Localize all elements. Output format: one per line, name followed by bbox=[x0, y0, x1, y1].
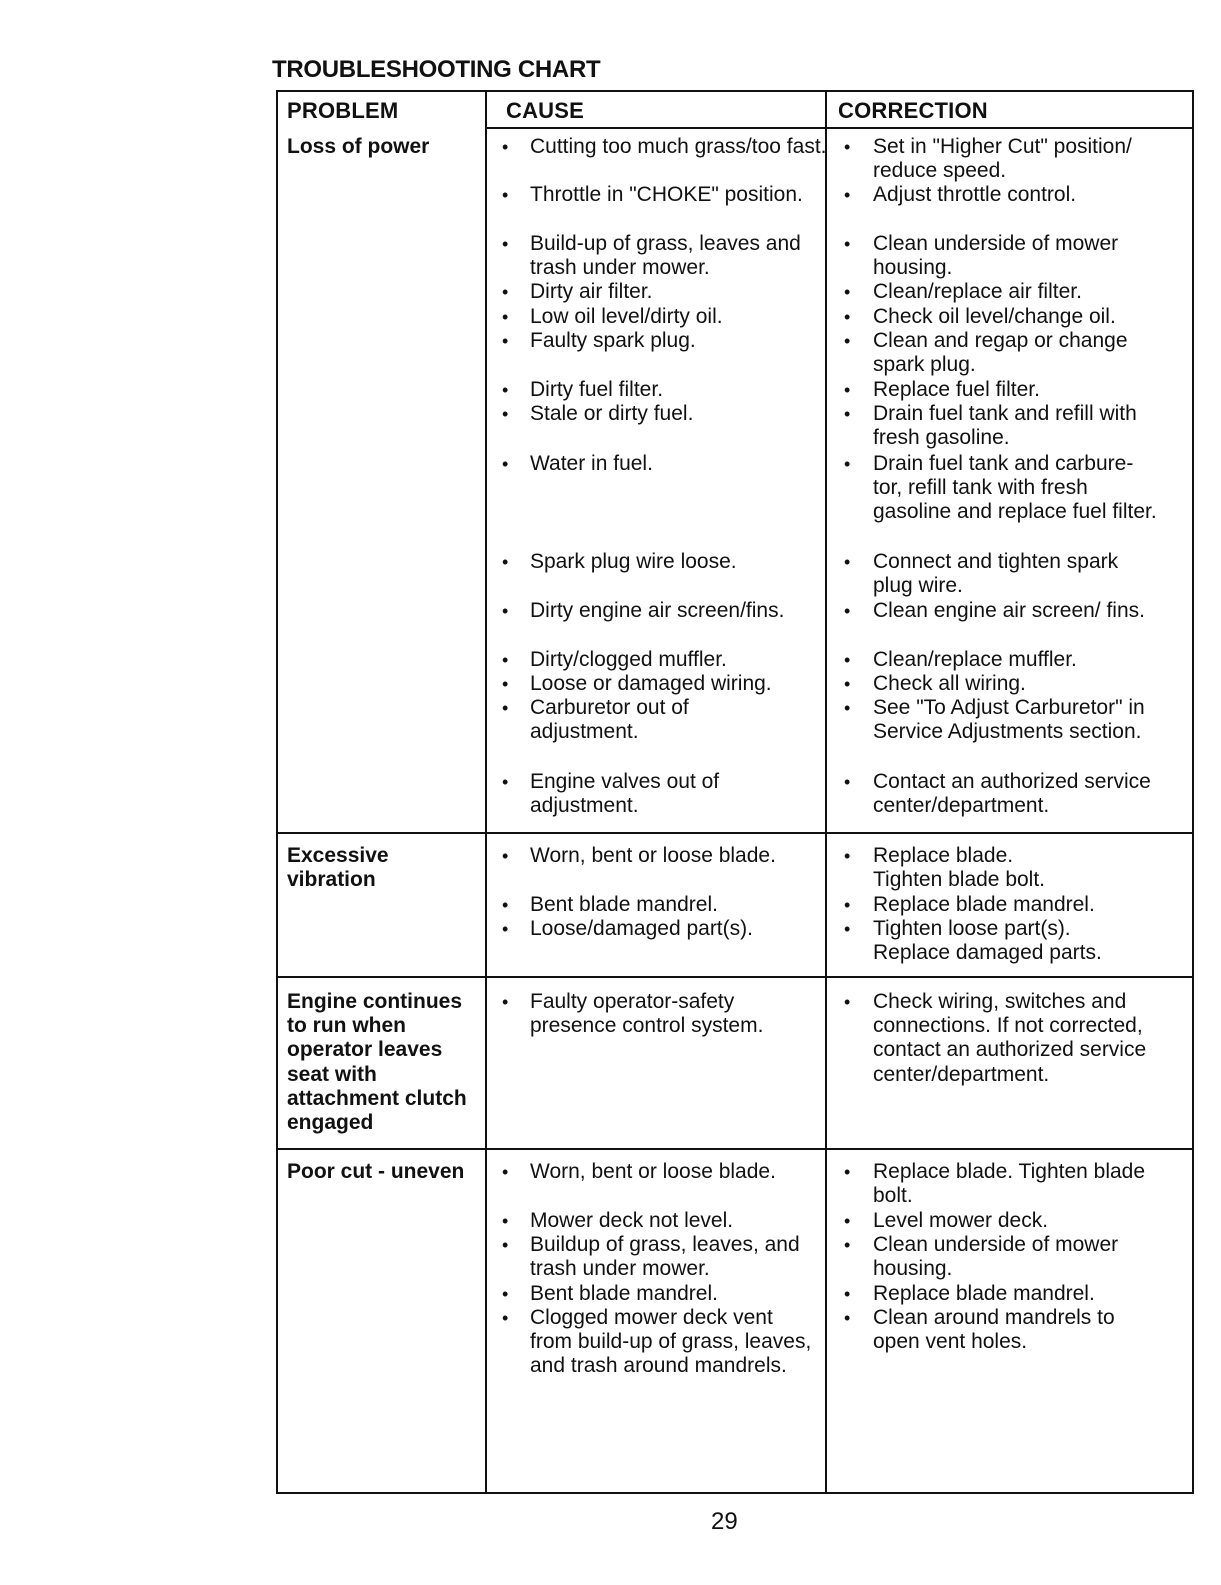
correction-item: Adjust throttle control. bbox=[873, 183, 1077, 206]
cause-item: Faulty spark plug. bbox=[530, 329, 696, 352]
header-cause: CAUSE bbox=[506, 98, 585, 123]
bullet: • bbox=[502, 992, 509, 1012]
correction-item: Drain fuel tank and refill with fresh gasoline. bbox=[873, 402, 1137, 450]
problem-engine-continues: Engine continues to run when operator leaves seat with attachment clutch engaged bbox=[287, 990, 467, 1135]
page-title: TROUBLESHOOTING CHART bbox=[272, 56, 601, 83]
troubleshooting-table bbox=[276, 90, 1194, 1494]
bullet: • bbox=[844, 1235, 851, 1255]
cause-item: Dirty fuel filter. bbox=[530, 378, 664, 401]
problem-loss-of-power: Loss of power bbox=[287, 135, 430, 158]
cause-item: Buildup of grass, leaves, and trash under mower. bbox=[530, 1233, 800, 1281]
header-underline bbox=[485, 127, 1192, 129]
correction-item: Contact an authorized service center/department. bbox=[873, 770, 1151, 818]
header-problem: PROBLEM bbox=[287, 98, 399, 123]
bullet: • bbox=[502, 404, 509, 424]
correction-item: Replace blade mandrel. bbox=[873, 893, 1095, 916]
correction-item: Check wiring, switches and connections. If not corrected, contact an authorized service center/department. bbox=[873, 990, 1147, 1086]
cause-item: Dirty/clogged muffler. bbox=[530, 648, 727, 671]
correction-item: Replace blade. Tighten blade bolt. bbox=[873, 1160, 1146, 1208]
row-divider-2 bbox=[278, 976, 1192, 978]
bullet: • bbox=[844, 137, 851, 157]
correction-item: Drain fuel tank and carbure- tor, refill tank with fresh gasoline and replace fuel filter. bbox=[873, 452, 1157, 524]
bullet: • bbox=[502, 185, 509, 205]
column-divider-1 bbox=[485, 92, 487, 1492]
correction-item: Clean/replace air filter. bbox=[873, 280, 1082, 303]
bullet: • bbox=[844, 282, 851, 302]
bullet: • bbox=[844, 185, 851, 205]
bullet: • bbox=[844, 1308, 851, 1328]
cause-item: Mower deck not level. bbox=[530, 1209, 734, 1232]
bullet: • bbox=[502, 234, 509, 254]
correction-item: Clean engine air screen/ fins. bbox=[873, 599, 1145, 622]
bullet: • bbox=[844, 552, 851, 572]
cause-item: Build-up of grass, leaves and trash under mower. bbox=[530, 232, 801, 280]
bullet: • bbox=[502, 1162, 509, 1182]
correction-item: Clean and regap or change spark plug. bbox=[873, 329, 1128, 377]
bullet: • bbox=[502, 895, 509, 915]
correction-item: Connect and tighten spark plug wire. bbox=[873, 550, 1119, 598]
correction-item: Replace fuel filter. bbox=[873, 378, 1040, 401]
bullet: • bbox=[844, 992, 851, 1012]
cause-item: Dirty engine air screen/fins. bbox=[530, 599, 785, 622]
correction-item: Set in "Higher Cut" position/ reduce speed. bbox=[873, 135, 1132, 183]
bullet: • bbox=[844, 1211, 851, 1231]
bullet: • bbox=[844, 1284, 851, 1304]
bullet: • bbox=[844, 234, 851, 254]
header-correction: CORRECTION bbox=[838, 98, 988, 123]
correction-item: Clean/replace muffler. bbox=[873, 648, 1077, 671]
bullet: • bbox=[502, 1308, 509, 1328]
row-divider-1 bbox=[278, 832, 1192, 834]
bullet: • bbox=[502, 698, 509, 718]
correction-item: Level mower deck. bbox=[873, 1209, 1049, 1232]
bullet: • bbox=[844, 1162, 851, 1182]
cause-item: Faulty operator-safety presence control system. bbox=[530, 990, 764, 1038]
bullet: • bbox=[502, 772, 509, 792]
bullet: • bbox=[844, 404, 851, 424]
cause-item: Loose or damaged wiring. bbox=[530, 672, 772, 695]
bullet: • bbox=[844, 307, 851, 327]
bullet: • bbox=[844, 601, 851, 621]
bullet: • bbox=[502, 919, 509, 939]
cause-item: Stale or dirty fuel. bbox=[530, 402, 694, 425]
bullet: • bbox=[844, 650, 851, 670]
bullet: • bbox=[844, 674, 851, 694]
bullet: • bbox=[502, 1284, 509, 1304]
problem-excessive-vibration: Excessive vibration bbox=[287, 844, 389, 892]
cause-item: Carburetor out of adjustment. bbox=[530, 696, 689, 744]
bullet: • bbox=[502, 552, 509, 572]
correction-item: See "To Adjust Carburetor" in Service Adjustments section. bbox=[873, 696, 1145, 744]
cause-item: Dirty air filter. bbox=[530, 280, 653, 303]
cause-item: Loose/damaged part(s). bbox=[530, 917, 753, 940]
cause-item: Clogged mower deck vent from build-up of grass, leaves, and trash around mandrels. bbox=[530, 1306, 812, 1378]
correction-item: Check oil level/change oil. bbox=[873, 305, 1116, 328]
correction-item: Clean underside of mower housing. bbox=[873, 1233, 1119, 1281]
bullet: • bbox=[844, 846, 851, 866]
bullet: • bbox=[502, 331, 509, 351]
bullet: • bbox=[844, 380, 851, 400]
cause-item: Bent blade mandrel. bbox=[530, 893, 718, 916]
bullet: • bbox=[844, 698, 851, 718]
bullet: • bbox=[844, 331, 851, 351]
cause-item: Worn, bent or loose blade. bbox=[530, 844, 776, 867]
cause-item: Spark plug wire loose. bbox=[530, 550, 737, 573]
bullet: • bbox=[844, 895, 851, 915]
page-number: 29 bbox=[711, 1508, 738, 1535]
bullet: • bbox=[844, 454, 851, 474]
correction-item: Replace blade. Tighten blade bolt. bbox=[873, 844, 1046, 892]
bullet: • bbox=[502, 1235, 509, 1255]
cause-item: Engine valves out of adjustment. bbox=[530, 770, 720, 818]
row-divider-3 bbox=[278, 1148, 1192, 1150]
cause-item: Low oil level/dirty oil. bbox=[530, 305, 723, 328]
correction-item: Clean around mandrels to open vent holes. bbox=[873, 1306, 1115, 1354]
bullet: • bbox=[502, 601, 509, 621]
bullet: • bbox=[502, 137, 509, 157]
correction-item: Tighten loose part(s). Replace damaged parts. bbox=[873, 917, 1102, 965]
cause-item: Cutting too much grass/too fast. bbox=[530, 135, 827, 158]
bullet: • bbox=[844, 772, 851, 792]
cause-item: Bent blade mandrel. bbox=[530, 1282, 718, 1305]
bullet: • bbox=[502, 454, 509, 474]
bullet: • bbox=[502, 674, 509, 694]
cause-item: Worn, bent or loose blade. bbox=[530, 1160, 776, 1183]
correction-item: Check all wiring. bbox=[873, 672, 1026, 695]
correction-item: Clean underside of mower housing. bbox=[873, 232, 1119, 280]
bullet: • bbox=[502, 307, 509, 327]
bullet: • bbox=[844, 919, 851, 939]
correction-item: Replace blade mandrel. bbox=[873, 1282, 1095, 1305]
bullet: • bbox=[502, 282, 509, 302]
cause-item: Throttle in "CHOKE" position. bbox=[530, 183, 803, 206]
bullet: • bbox=[502, 380, 509, 400]
bullet: • bbox=[502, 650, 509, 670]
bullet: • bbox=[502, 846, 509, 866]
problem-poor-cut: Poor cut - uneven bbox=[287, 1160, 465, 1183]
bullet: • bbox=[502, 1211, 509, 1231]
cause-item: Water in fuel. bbox=[530, 452, 653, 475]
